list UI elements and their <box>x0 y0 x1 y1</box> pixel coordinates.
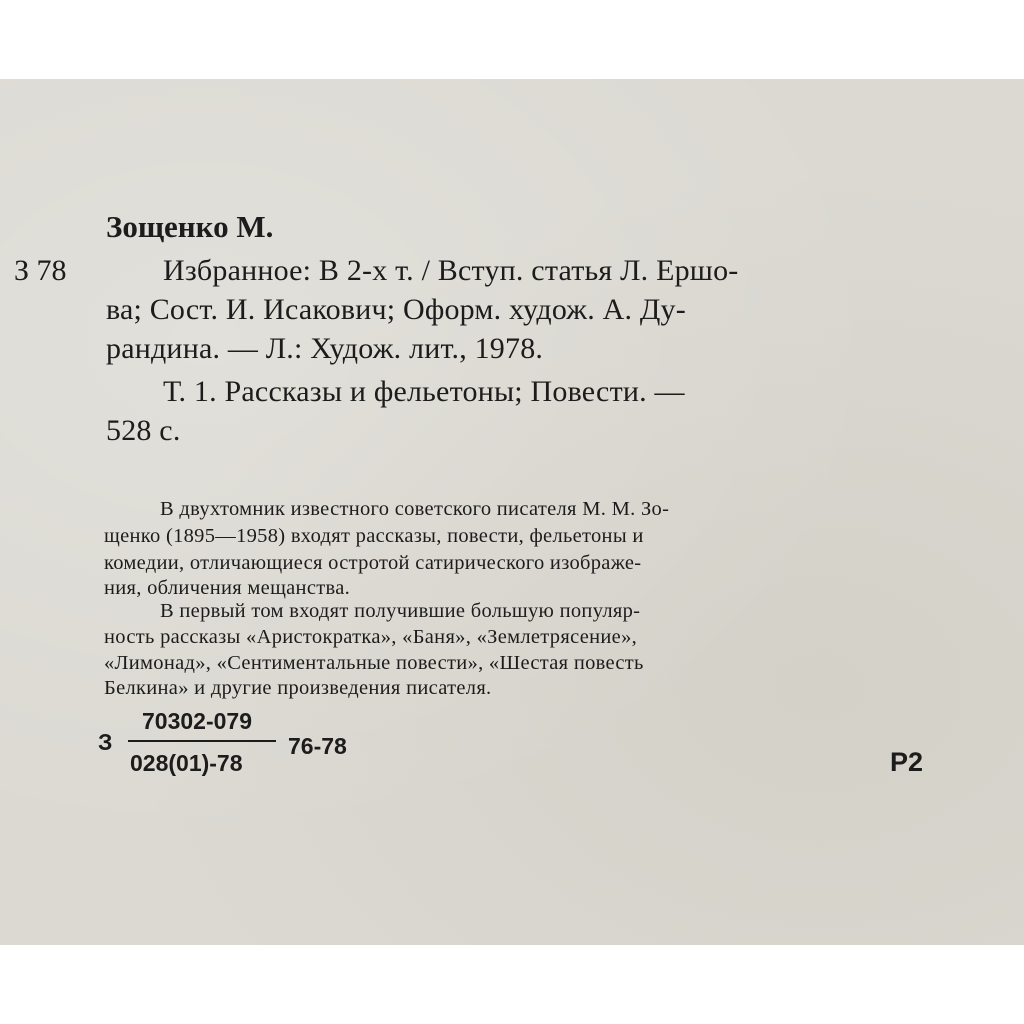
annotation-line: В первый том входят получившие большую популяр- <box>160 600 641 622</box>
annotation-line: ния, обличения мещанства. <box>104 577 351 599</box>
annotation-line: комедии, отличающиеся остротой сатирического изображе- <box>104 552 642 574</box>
author-name: Зощенко М. <box>106 209 274 244</box>
annotation-line: В двухтомник известного советского писателя М. М. Зо- <box>160 498 670 520</box>
code-numerator: 70302-079 <box>142 708 252 734</box>
annotation-line: Белкина» и другие произведения писателя. <box>104 677 492 699</box>
entry-line: 528 с. <box>106 414 181 447</box>
entry-line: рандина. — Л.: Худож. лит., 1978. <box>106 332 544 365</box>
code-fraction-line <box>128 740 276 742</box>
annotation-line: «Лимонад», «Сентиментальные повести», «Шестая повесть <box>104 652 644 674</box>
catalog-card <box>0 79 1024 945</box>
code-denominator: 028(01)-78 <box>130 750 243 776</box>
code-suffix: 76-78 <box>288 733 347 759</box>
entry-line: ва; Сост. И. Исакович; Оформ. худож. А. Ду- <box>106 293 686 326</box>
bbk-classification: Р2 <box>890 747 924 777</box>
code-prefix: З <box>98 729 113 755</box>
author-index-code: З 78 <box>14 254 67 287</box>
entry-line: Т. 1. Рассказы и фельетоны; Повести. — <box>163 375 685 408</box>
entry-line: Избранное: В 2-х т. / Вступ. статья Л. Ершо- <box>163 254 739 287</box>
annotation-line: ность рассказы «Аристократка», «Баня», «Землетрясение», <box>104 626 638 648</box>
annotation-line: щенко (1895—1958) входят рассказы, повести, фельетоны и <box>104 525 644 547</box>
